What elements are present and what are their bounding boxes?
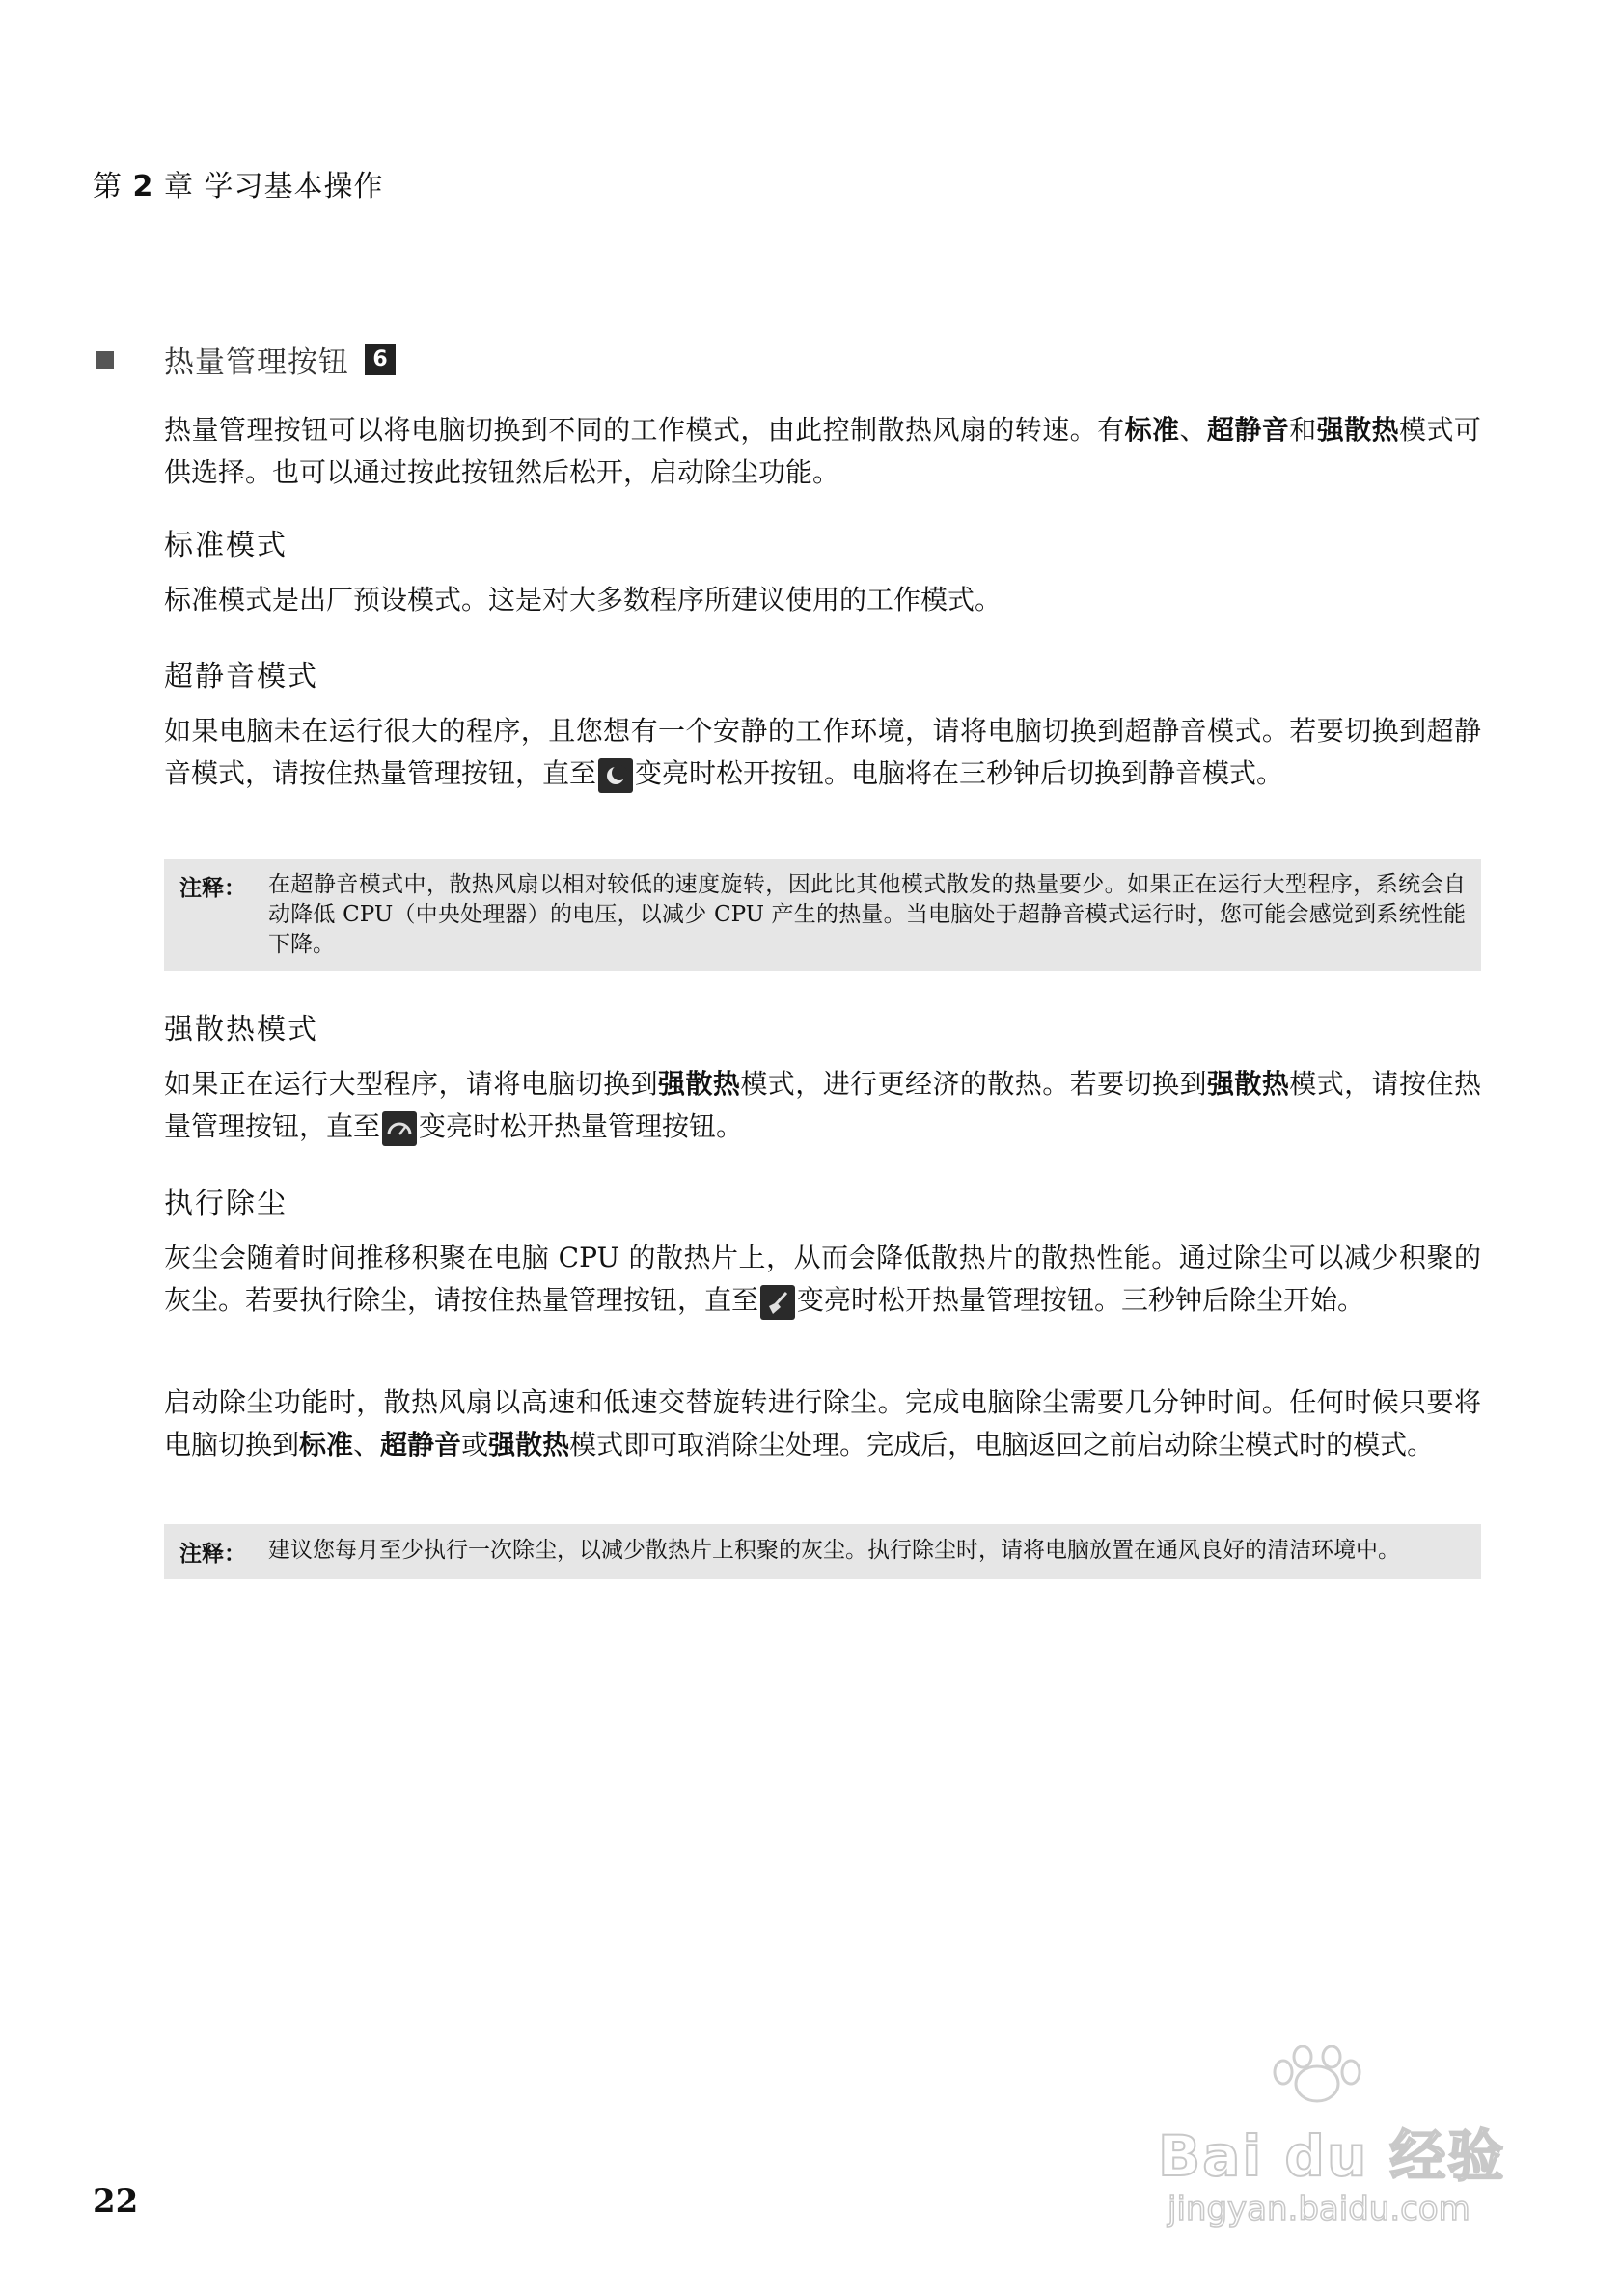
dust-text: 灰尘会随着时间推移积聚在电脑 CPU 的散热片上，从而会降低散热片的散热性能。通过除尘可以减少积聚的灰尘。若要执行除尘，请按住热量管理按钮，直至 变亮时松开热量管理按钮。三秒钟后除尘开始。 bbox=[164, 1237, 1481, 1322]
quiet-mode-title: 超静音模式 bbox=[164, 660, 318, 694]
section-badge: 6 bbox=[365, 344, 396, 375]
note-text: 建议您每月至少执行一次除尘，以减少散热片上积聚的灰尘。执行除尘时，请将电脑放置在通风良好的清洁环境中。 bbox=[268, 1538, 1400, 1563]
note-quiet bbox=[164, 859, 1481, 971]
standard-mode-title: 标准模式 bbox=[164, 529, 288, 562]
chapter-title: 章 学习基本操作 bbox=[163, 170, 384, 204]
quiet-text-block bbox=[164, 710, 1481, 795]
moon-icon bbox=[598, 758, 633, 793]
section-title: 热量管理按钮 bbox=[164, 345, 349, 380]
dust-title: 执行除尘 bbox=[164, 1187, 288, 1220]
dust-text2-block bbox=[164, 1381, 1481, 1466]
dust-title-block bbox=[164, 1179, 1481, 1221]
chapter-prefix: 第 bbox=[93, 170, 123, 204]
quiet-mode-text: 如果电脑未在运行很大的程序，且您想有一个安静的工作环境，请将电脑切换到超静音模式。若要切换到超静音模式，请按住热量管理按钮，直至 变亮时松开按钮。电脑将在三秒钟后切换到静音模式。 bbox=[164, 710, 1481, 795]
gauge-icon bbox=[382, 1111, 417, 1146]
note-dust bbox=[164, 1524, 1481, 1579]
dust-text-2: 启动除尘功能时，散热风扇以高速和低速交替旋转进行除尘。完成电脑除尘需要几分钟时间。任何时候只要将电脑切换到标准、超静音或强散热模式即可取消除尘处理。完成后，电脑返回之前启动除尘模式时的模式。 bbox=[164, 1386, 1481, 1461]
note-label: 注释： bbox=[179, 876, 246, 901]
intro-paragraph: 热量管理按钮可以将电脑切换到不同的工作模式，由此控制散热风扇的转速。有标准、超静音和强散热模式可供选择。也可以通过按此按钮然后松开，启动除尘功能。 bbox=[164, 414, 1481, 488]
watermark-url: jingyan.baidu.com bbox=[1168, 2190, 1470, 2228]
intro-block bbox=[164, 409, 1481, 494]
baidu-watermark bbox=[1148, 2045, 1534, 2238]
quiet-title-block bbox=[164, 652, 1481, 695]
boost-mode-text: 如果正在运行大型程序，请将电脑切换到强散热模式，进行更经济的散热。若要切换到强散热模式，请按住热量管理按钮，直至 变亮时松开热量管理按钮。 bbox=[164, 1063, 1481, 1148]
section-heading bbox=[96, 338, 396, 381]
boost-text-block bbox=[164, 1063, 1481, 1148]
page-number: 22 bbox=[93, 2182, 139, 2221]
broom-icon bbox=[760, 1285, 795, 1320]
watermark-brand: Bai du 经验 bbox=[1158, 2123, 1506, 2189]
standard-title-block bbox=[164, 521, 1481, 563]
chapter-number: 2 bbox=[132, 170, 154, 204]
bullet-square-icon bbox=[96, 351, 114, 369]
standard-mode-text: 标准模式是出厂预设模式。这是对大多数程序所建议使用的工作模式。 bbox=[164, 584, 1003, 615]
boost-title-block bbox=[164, 1005, 1481, 1048]
note-label: 注释： bbox=[179, 1542, 246, 1567]
boost-mode-title: 强散热模式 bbox=[164, 1013, 318, 1047]
dust-text-block bbox=[164, 1237, 1481, 1322]
note-text: 在超静音模式中，散热风扇以相对较低的速度旋转，因此比其他模式散发的热量要少。如果正在运行大型程序，系统会自动降低 CPU（中央处理器）的电压，以减少 CPU 产生的热量。当电脑处于超静音模式运行时，您可能会感觉到系统性能下降。 bbox=[268, 872, 1466, 957]
chapter-header bbox=[93, 162, 384, 205]
standard-text-block bbox=[164, 579, 1481, 621]
